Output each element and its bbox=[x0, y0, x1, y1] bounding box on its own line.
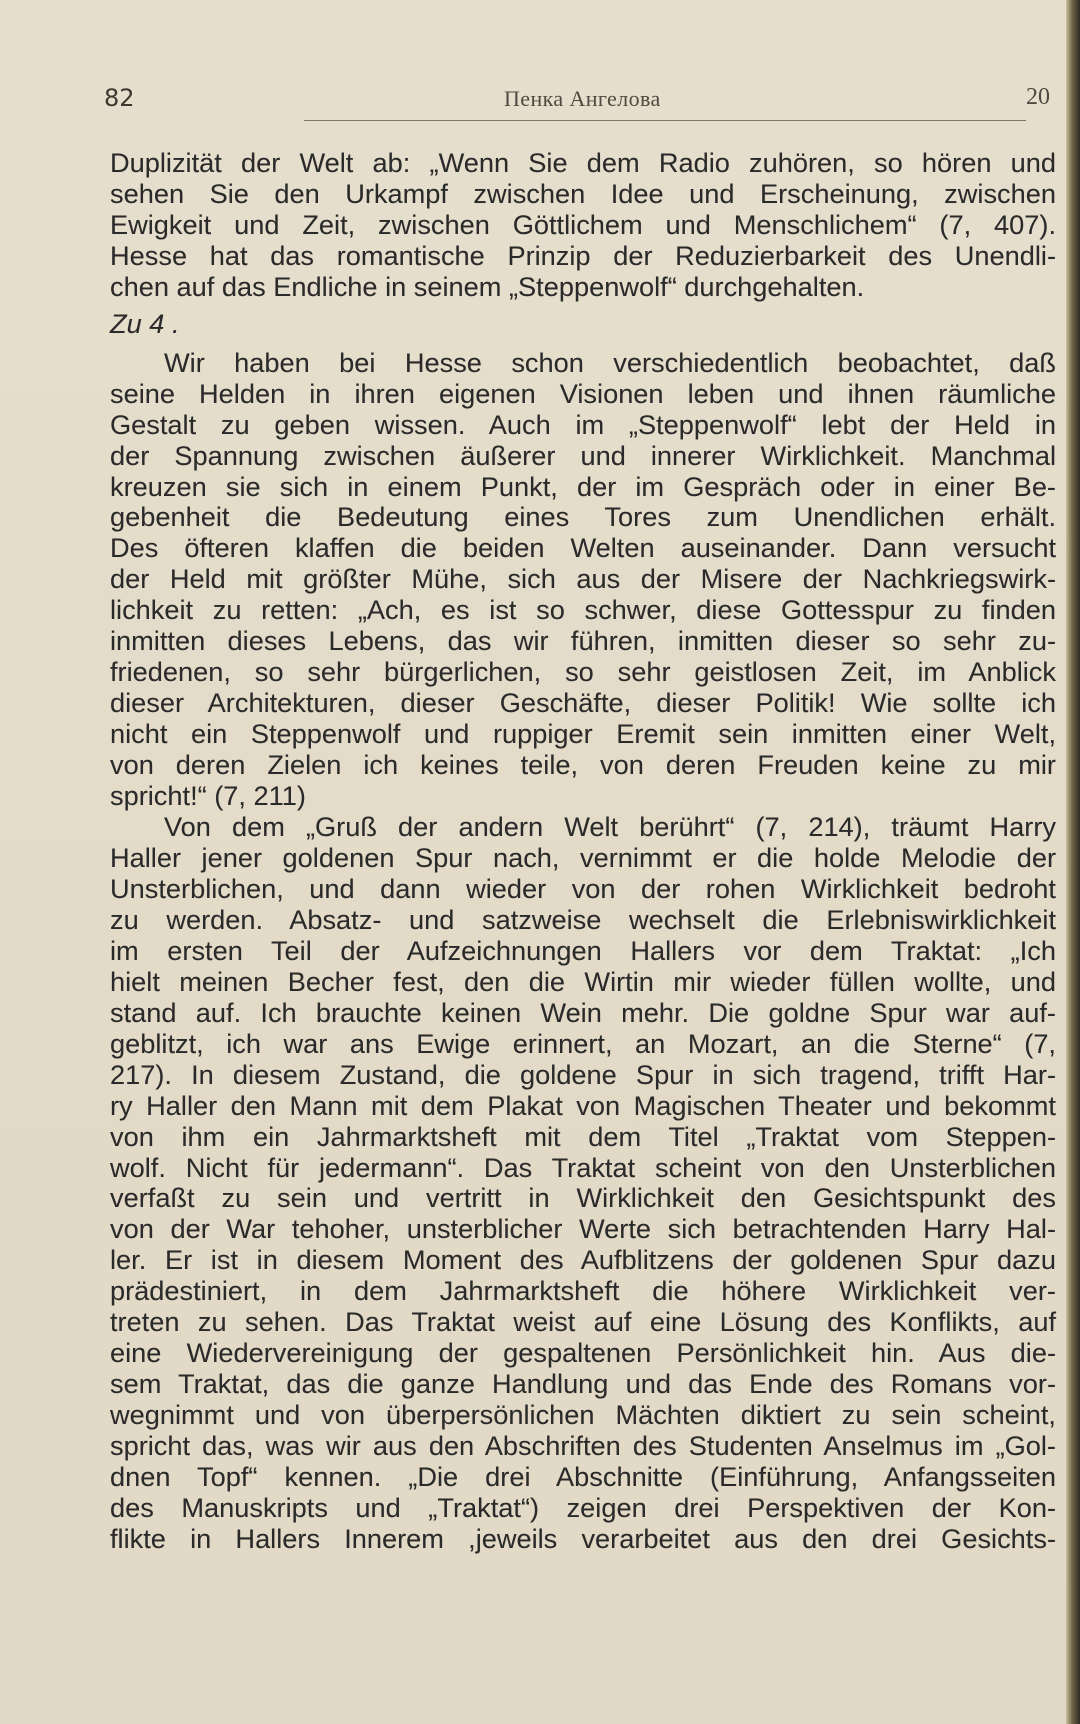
text-line: Ewigkeit und Zeit, zwischen Göttlichem und Menschlichem“ (7, 407). bbox=[110, 208, 1056, 240]
text-line: spricht!“ (7, 211) bbox=[110, 780, 306, 812]
text-line: ler. Er ist in diesem Moment des Aufblitzens der goldenen Spur dazu bbox=[110, 1244, 1056, 1276]
text-line: Hesse hat das romantische Prinzip der Reduzierbarkeit des Unendli- bbox=[110, 239, 1056, 271]
body-text bbox=[110, 148, 1056, 1555]
text-line: ry Haller den Mann mit dem Plakat von Magischen Theater und bekommt bbox=[110, 1089, 1056, 1121]
page-number: 82 bbox=[104, 84, 135, 112]
text-line: dnen Topf“ kennen. „Die drei Abschnitte (Einführung, Anfangsseiten bbox=[110, 1461, 1056, 1493]
text-line: von der War tehoher, unsterblicher Werte sich betrachtenden Harry Hal- bbox=[110, 1213, 1056, 1245]
text-line: im ersten Teil der Aufzeichnungen Hallers vor dem Traktat: „Ich bbox=[110, 934, 1056, 966]
text-line: wolf. Nicht für jedermann“. Das Traktat scheint von den Unsterblichen bbox=[110, 1151, 1056, 1183]
text-line: inmitten dieses Lebens, das wir führen, inmitten dieser so sehr zu- bbox=[110, 625, 1056, 657]
text-line: Haller jener goldenen Spur nach, vernimmt er die holde Melodie der bbox=[110, 841, 1056, 873]
text-line: verfaßt zu sein und vertritt in Wirklichkeit den Gesichtspunkt des bbox=[110, 1182, 1056, 1214]
text-line: Des öfteren klaffen die beiden Welten auseinander. Dann versucht bbox=[110, 532, 1056, 564]
text-line: wegnimmt und von überpersönlichen Mächten diktiert zu sein scheint, bbox=[110, 1399, 1056, 1431]
text-line: stand auf. Ich brauchte keinen Wein mehr. Die goldne Spur war auf- bbox=[110, 996, 1056, 1028]
text-line: Gestalt zu geben wissen. Auch im „Steppenwolf“ lebt der Held in bbox=[110, 408, 1056, 440]
text-line: prädestiniert, in dem Jahrmarktsheft die höhere Wirklichkeit ver- bbox=[110, 1275, 1056, 1307]
text-line: Unsterblichen, und dann wieder von der rohen Wirklichkeit bedroht bbox=[110, 872, 1056, 904]
text-line: Duplizität der Welt ab: „Wenn Sie dem Radio zuhören, so hören und bbox=[110, 147, 1056, 178]
text-line: der Held mit größter Mühe, sich aus der Misere der Nachkriegswirk- bbox=[110, 563, 1056, 595]
text-line: zu werden. Absatz- und satzweise wechselt die Erlebniswirklichkeit bbox=[110, 903, 1056, 935]
paragraph-2 bbox=[110, 348, 1056, 812]
text-line: spricht das, was wir aus den Abschriften des Studenten Anselmus im „Gol- bbox=[110, 1430, 1056, 1462]
paragraph-1 bbox=[110, 148, 1056, 303]
text-line: 217). In diesem Zustand, die goldene Spur in sich tragend, trifft Har- bbox=[110, 1058, 1056, 1090]
text-line: friedenen, so sehr bürgerlichen, so sehr geistlosen Zeit, im Anblick bbox=[110, 656, 1056, 688]
book-spine-edge bbox=[1066, 0, 1080, 1724]
text-line: gebenheit die Bedeutung eines Tores zum Unendlichen erhält. bbox=[110, 501, 1056, 533]
text-line: nicht ein Steppenwolf und ruppiger Eremit sein inmitten einer Welt, bbox=[110, 718, 1056, 750]
text-line: dieser Architekturen, dieser Geschäfte, dieser Politik! Wie sollte ich bbox=[110, 687, 1056, 719]
text-line: chen auf das Endliche in seinem „Steppenwolf“ durchgehalten. bbox=[110, 270, 865, 302]
text-line: des Manuskripts und „Traktat“) zeigen drei Perspektiven der Kon- bbox=[110, 1491, 1056, 1523]
running-head: Пенка Ангелова bbox=[504, 86, 661, 111]
text-line: kreuzen sie sich in einem Punkt, der im Gespräch oder in einer Be- bbox=[110, 470, 1056, 502]
text-line: von deren Zielen ich keines teile, von deren Freuden keine zu mir bbox=[110, 749, 1056, 781]
header-right-fragment: 20 bbox=[1026, 84, 1050, 110]
header-rule bbox=[304, 120, 1026, 121]
text-line: hielt meinen Becher fest, den die Wirtin mir wieder füllen wollte, und bbox=[110, 965, 1056, 997]
text-line: geblitzt, ich war ans Ewige erinnert, an Mozart, an die Sterne“ (7, bbox=[110, 1027, 1056, 1059]
text-line: Von dem „Gruß der andern Welt berührt“ (7, 214), träumt Harry bbox=[164, 811, 1056, 843]
text-line: von ihm ein Jahrmarktsheft mit dem Titel „Traktat vom Steppen- bbox=[110, 1120, 1056, 1152]
text-line: eine Wiedervereinigung der gespaltenen Persönlichkeit hin. Aus die- bbox=[110, 1337, 1056, 1369]
text-line: lichkeit zu retten: „Ach, es ist so schwer, diese Gottesspur zu finden bbox=[110, 594, 1056, 626]
paragraph-3 bbox=[110, 812, 1056, 1555]
section-heading: Zu 4 . bbox=[110, 307, 180, 339]
text-line: seine Helden in ihren eigenen Visionen leben und ihnen räumliche bbox=[110, 377, 1056, 409]
text-line: sehen Sie den Urkampf zwischen Idee und Erscheinung, zwischen bbox=[110, 177, 1056, 209]
text-line: der Spannung zwischen äußerer und innerer Wirklichkeit. Manchmal bbox=[110, 439, 1056, 471]
text-line: flikte in Hallers Innerem ,jeweils verarbeitet aus den drei Gesichts- bbox=[110, 1522, 1056, 1554]
text-line: treten zu sehen. Das Traktat weist auf eine Lösung des Konflikts, auf bbox=[110, 1306, 1056, 1338]
text-line: Wir haben bei Hesse schon verschiedentlich beobachtet, daß bbox=[164, 346, 1056, 378]
text-line: sem Traktat, das die ganze Handlung und das Ende des Romans vor- bbox=[110, 1368, 1056, 1400]
page-header bbox=[104, 78, 1050, 122]
